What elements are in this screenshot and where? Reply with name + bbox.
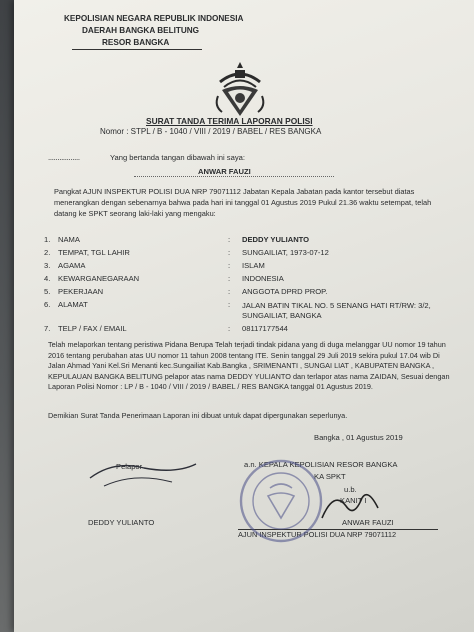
field-label: KEWARGANEGARAAN (58, 274, 140, 283)
field-label: TELP / FAX / EMAIL (58, 324, 127, 333)
kanit-text: KANIT I (340, 496, 367, 505)
field-no: 4. (44, 274, 51, 283)
field-colon: : (228, 300, 231, 309)
reporter-label: Pelapor (116, 462, 143, 471)
reporter-signature (84, 456, 204, 506)
field-value: SUNGAILIAT, 1973-07-12 (242, 248, 329, 257)
field-label: ALAMAT (58, 300, 88, 309)
field-colon: : (228, 261, 231, 270)
field-no: 7. (44, 324, 51, 333)
reporter-name: DEDDY YULIANTO (88, 518, 155, 527)
ub-text: u.b. (344, 485, 357, 494)
field-colon: : (228, 324, 231, 333)
unit-text: KA SPKT (314, 472, 346, 481)
field-label: PEKERJAAN (58, 287, 104, 296)
on-behalf-text: a.n. KEPALA KEPOLISIAN RESOR BANGKA (244, 460, 398, 469)
field-label: NAMA (58, 235, 80, 244)
field-value: INDONESIA (242, 274, 284, 283)
police-emblem-icon (210, 60, 270, 120)
field-colon: : (228, 235, 231, 244)
dotted-leader: ................. (48, 153, 80, 162)
header-divider (72, 49, 202, 50)
official-stamp-icon (238, 458, 324, 544)
field-label: AGAMA (58, 261, 86, 270)
closing-text: Demikian Surat Tanda Penerimaan Laporan ini dibuat untuk dapat dipergunakan seperlunya. (48, 411, 348, 420)
field-value: JALAN BATIN TIKAL NO. 5 SENANG HATI RT/RW: 3/2, SUNGAILIAT, BANGKA (242, 301, 431, 320)
signatory-name: ANWAR FAUZI (198, 167, 251, 176)
field-value: DEDDY YULIANTO (242, 235, 310, 244)
document-number: Nomor : STPL / B - 1040 / VIII / 2019 / BABEL / RES BANGKA (100, 127, 322, 136)
field-no: 5. (44, 287, 51, 296)
intro-body: Pangkat AJUN INSPEKTUR POLISI DUA NRP 79071112 Jabatan Kepala Jabatan pada kantor tersebut diatas menerangkan dengan sebenarnya bahwa pada hari ini tanggal 01 Agustus 2019 Pukul 21.36 waktu setempat, telah datang ke SPKT seorang laki-laki yang mengaku: (54, 187, 432, 218)
header-line-2: DAERAH BANGKA BELITUNG (82, 26, 200, 35)
field-no: 3. (44, 261, 51, 270)
header-line-3: RESOR BANGKA (102, 38, 170, 47)
field-colon: : (228, 274, 231, 283)
field-colon: : (228, 248, 231, 257)
field-value: 08117177544 (242, 324, 288, 333)
report-paragraph: Telah melaporkan tentang peristiwa Pidana Berupa Telah terjadi tindak pidana yang di duga melanggar UU nomor 19 tahun 2016 tentang perubahan atas UU nomor 11 tahun 2008 tentang ITE. Senin tanggal 29 Juli 2019 sekira pukul 17.04 wib Di Jalan Ahmad Yani Kel.Sri Menanti kec.Sungailiat Kab.Bangka , SRIMENANTI , SUNGAI LIAT , KABUPATEN BANGKA , KEPULAUAN BANGKA BELITUNG pelapor atas nama DEDDY YULIANTO dan terlapor atas nama ZAIDAN, Sesuai dengan Laporan Polisi Nomor : LP / B - 1040 / VIII / 2019 / BABEL / RES BANGKA tanggal 01 Agustus 2019. (48, 340, 450, 392)
document-title: SURAT TANDA TERIMA LAPORAN POLISI (146, 116, 313, 126)
intro-signed-text: Yang bertanda tangan dibawah ini saya: (110, 153, 245, 162)
field-colon: : (228, 287, 231, 296)
field-no: 1. (44, 235, 51, 244)
field-value: ANGGOTA DPRD PROP. (242, 287, 328, 296)
field-label: TEMPAT, TGL LAHIR (58, 248, 130, 257)
document-page (14, 0, 474, 632)
header-line-1: KEPOLISIAN NEGARA REPUBLIK INDONESIA (64, 14, 244, 23)
signatory-underline (134, 176, 334, 177)
field-value: ISLAM (242, 261, 265, 270)
field-no: 2. (44, 248, 51, 257)
officer-rank: AJUN INSPEKTUR POLISI DUA NRP 79071112 (238, 530, 397, 539)
officer-name: ANWAR FAUZI (342, 518, 394, 527)
officer-signature (314, 485, 384, 522)
field-no: 6. (44, 300, 51, 309)
place-date: Bangka , 01 Agustus 2019 (314, 433, 403, 442)
